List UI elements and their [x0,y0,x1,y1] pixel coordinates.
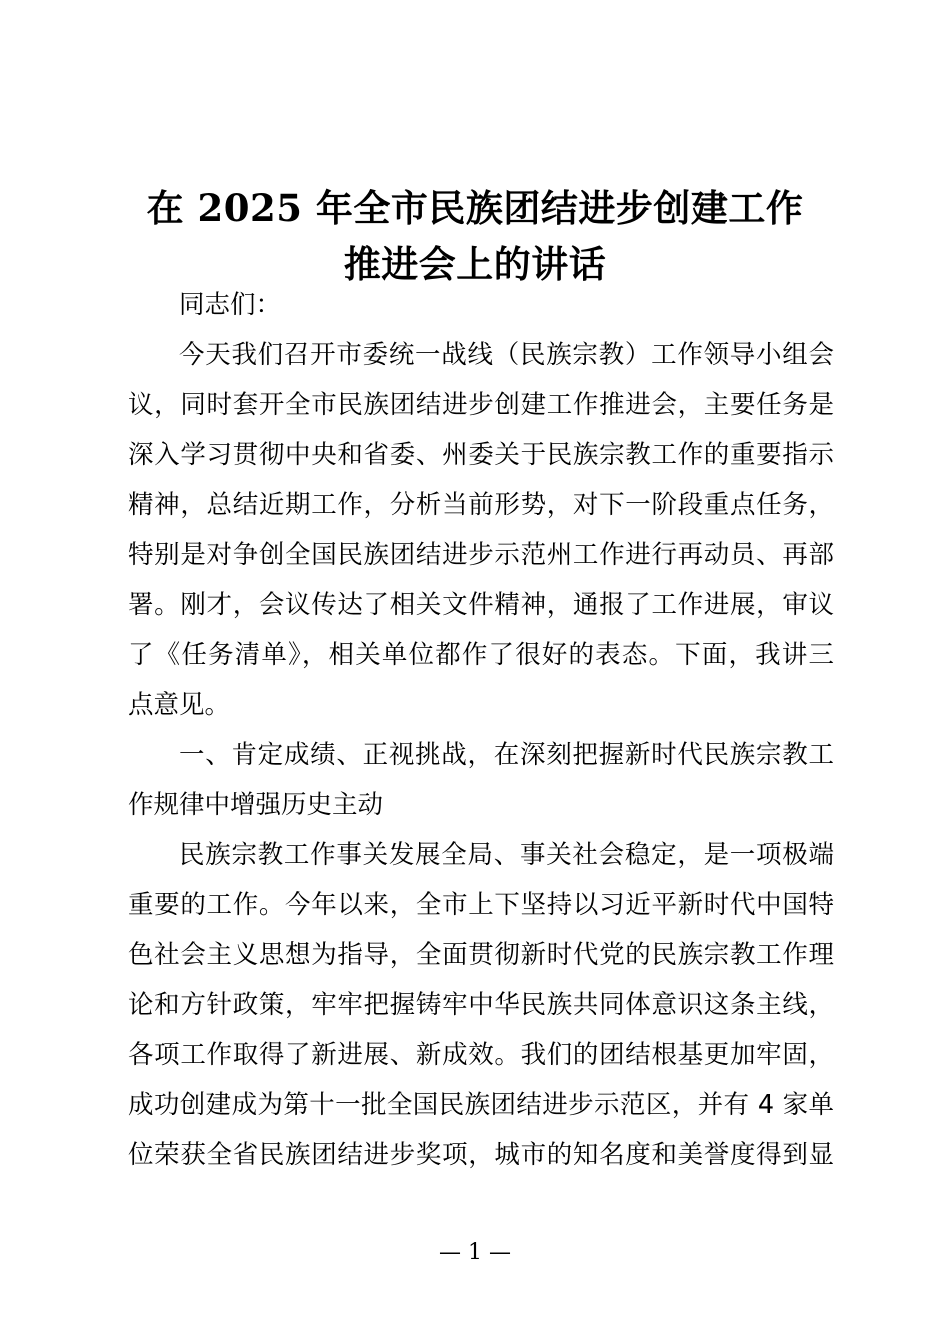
heading-line: 作规律中增强历史主动 [128,790,384,820]
text-line: 署。刚才，会议传达了相关文件精神，通报了工作进展，审议 [128,590,834,620]
text-line: 今天我们召开市委统一战线（民族宗教）工作领导小组会 [179,340,834,370]
heading-line: 一、肯定成绩、正视挑战，在深刻把握新时代民族宗教工 [179,740,834,770]
text-line: 深入学习贯彻中央和省委、州委关于民族宗教工作的重要指示 [128,440,834,470]
text-line: 各项工作取得了新进展、新成效。我们的团结根基更加牢固， [128,1040,834,1070]
text-line: 论和方针政策，牢牢把握铸牢中华民族共同体意识这条主线， [128,990,834,1020]
text-line: 位荣获全省民族团结进步奖项，城市的知名度和美誉度得到显 [128,1140,834,1170]
text-line: 点意见。 [128,690,231,720]
paragraph-2 [128,830,834,1180]
paragraph-1 [128,330,834,730]
text-line: 精神，总结近期工作，分析当前形势，对下一阶段重点任务， [128,490,834,520]
page-number: — 1 — [439,1240,511,1265]
document-title [100,180,850,292]
text-line: 重要的工作。今年以来，全市上下坚持以习近平新时代中国特 [128,890,834,920]
title-line-2: 推进会上的讲话 [343,242,607,286]
text-line: 成功创建成为第十一批全国民族团结进步示范区，并有 4 家单 [128,1090,834,1120]
section-heading-1 [128,730,834,830]
text-line: 色社会主义思想为指导，全面贯彻新时代党的民族宗教工作理 [128,940,834,970]
document-body [128,280,834,1180]
text-line: 了《任务清单》，相关单位都作了很好的表态。下面，我讲三 [128,640,834,670]
text-line: 特别是对争创全国民族团结进步示范州工作进行再动员、再部 [128,540,834,570]
salutation: 同志们： [179,290,282,320]
text-line: 议，同时套开全市民族团结进步创建工作推进会，主要任务是 [128,390,834,420]
title-line-1: 在 2025 年全市民族团结进步创建工作 [146,186,804,230]
text-line: 民族宗教工作事关发展全局、事关社会稳定，是一项极端 [179,840,834,870]
